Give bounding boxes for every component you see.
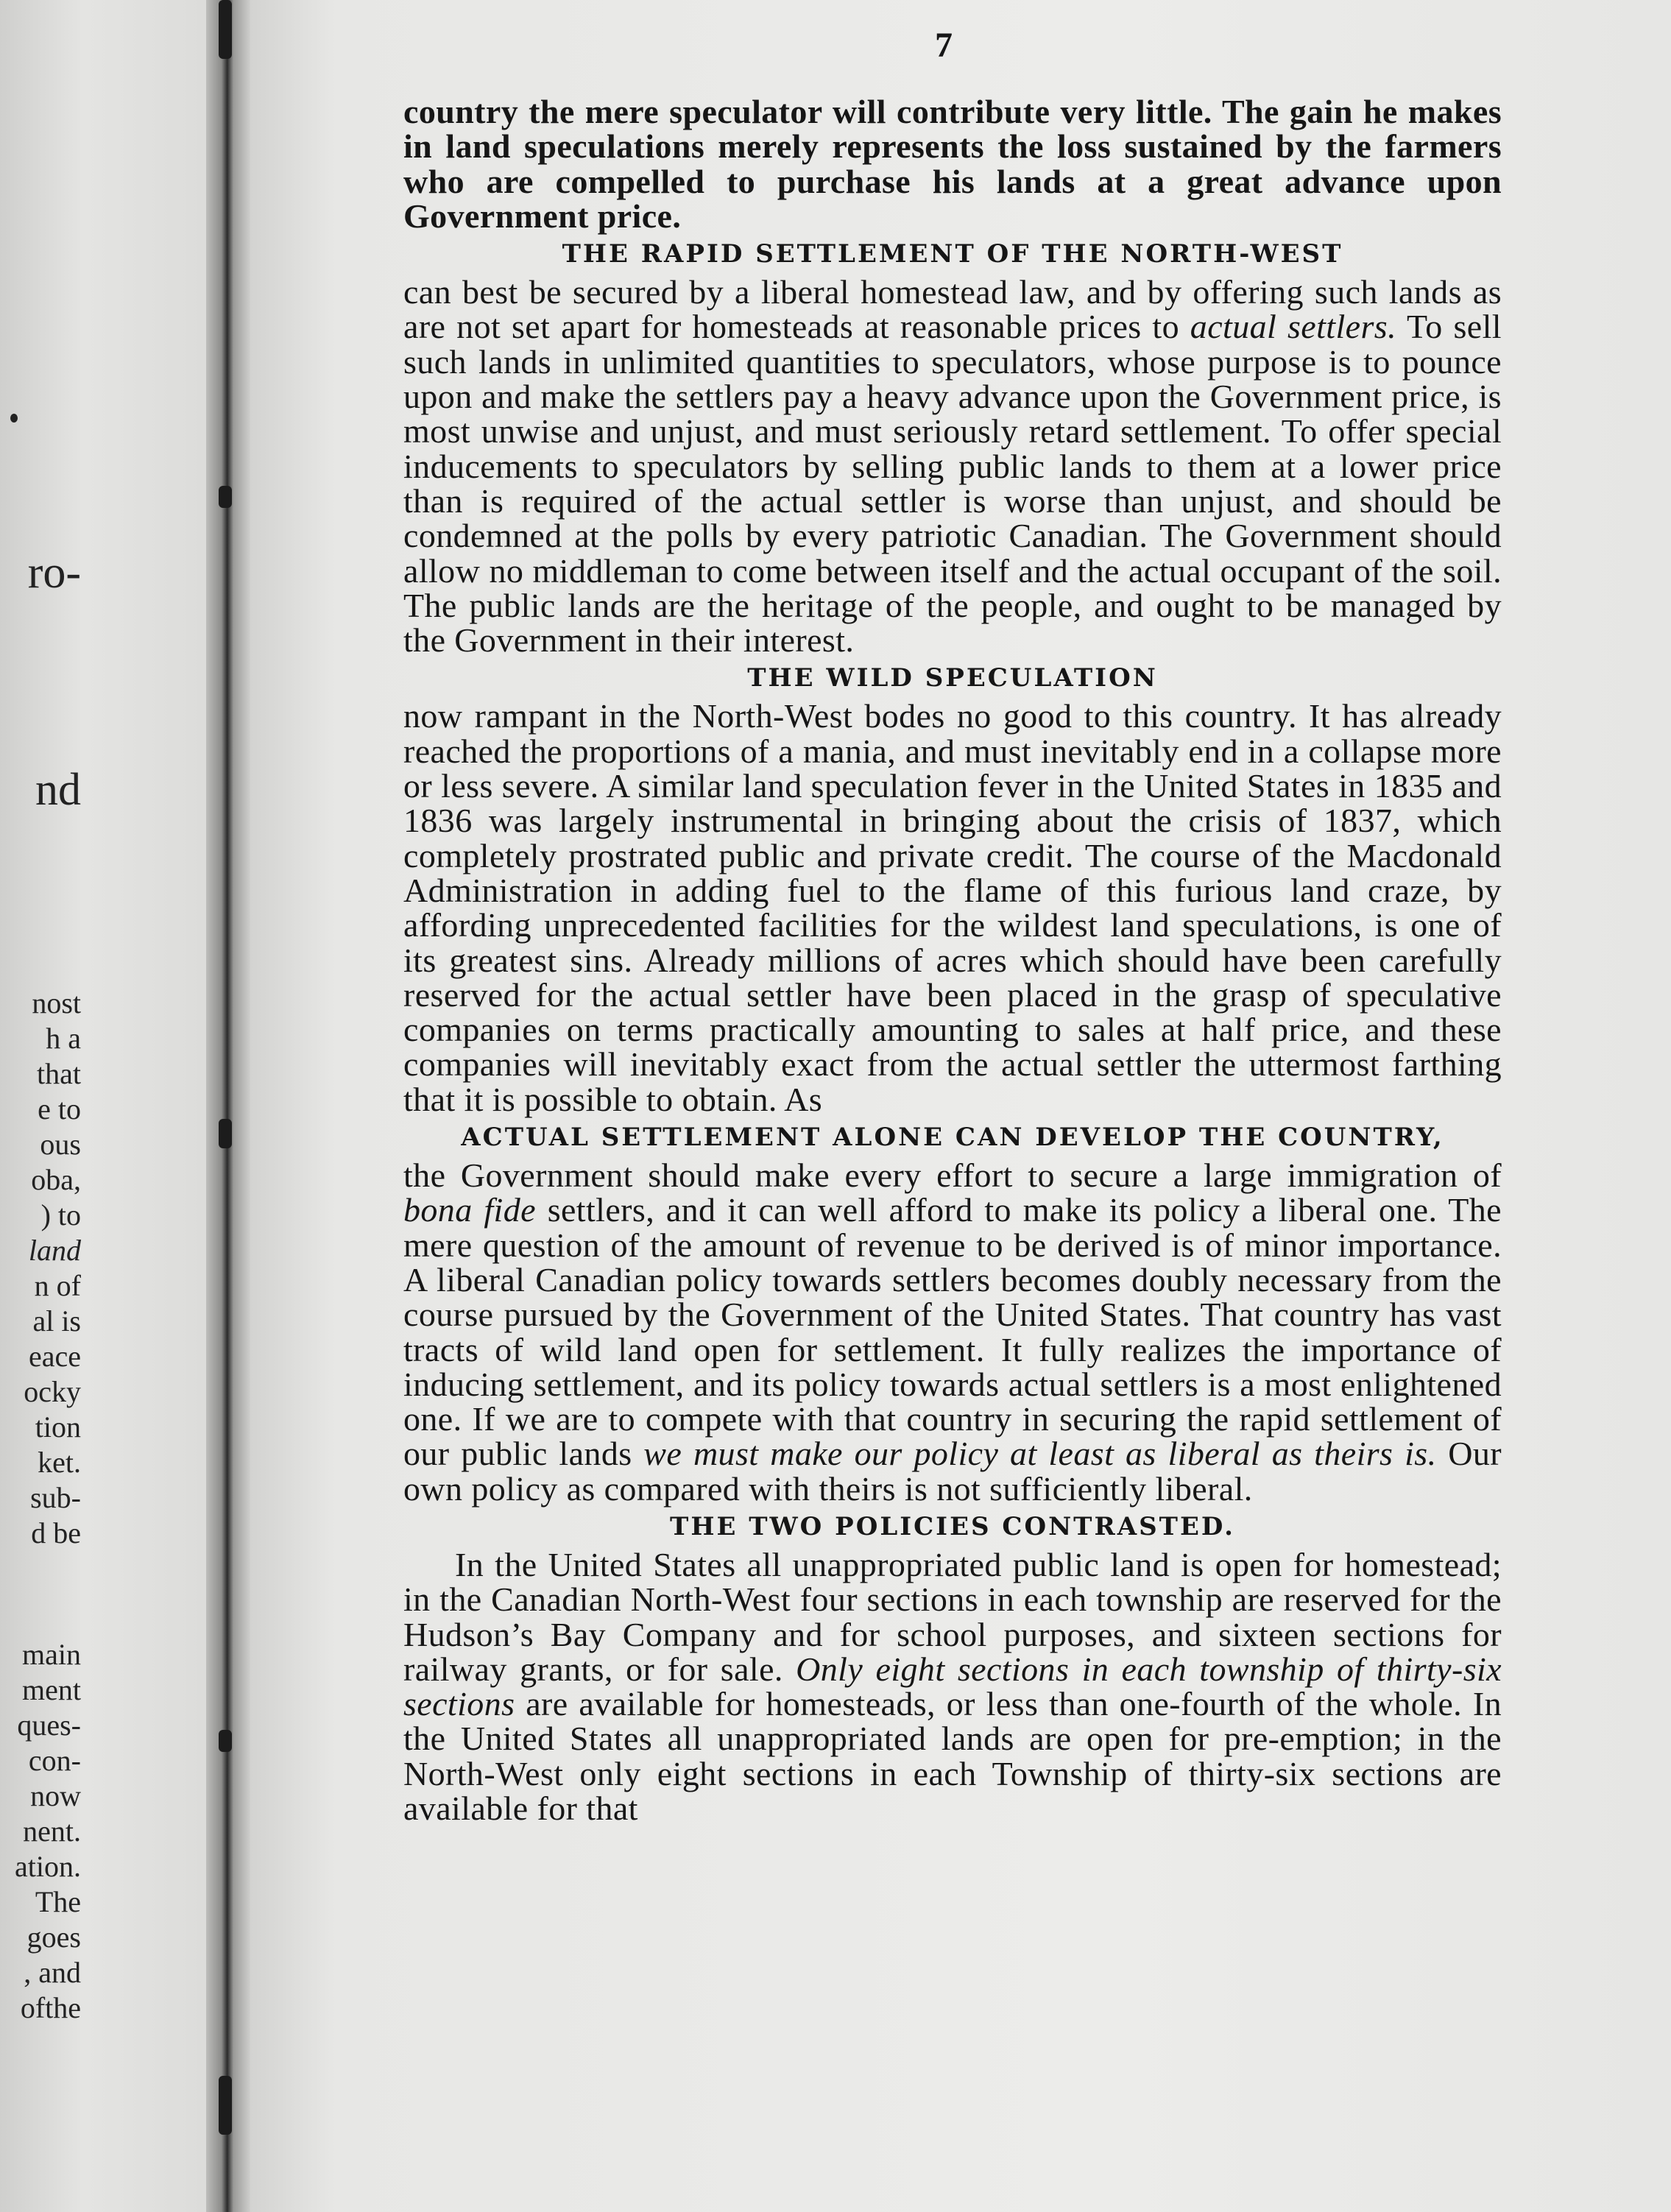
paragraph-text: In the United States all unappropriated public land is open for homestead; in the Canadian North-West four sections in each township are reserved for the Hudson’s Bay Company and for school purposes, and sixteen sections for railway grants, or for sale. (403, 1545, 1502, 1688)
paragraph-3 (403, 699, 1502, 1117)
facing-page (0, 0, 206, 2212)
fragment-line: ment (22, 1673, 81, 1706)
facing-page-text (0, 0, 81, 2212)
fragment-line: land (28, 1234, 81, 1267)
fragment-line: n of (34, 1269, 81, 1302)
emphasis-text: bona fide (403, 1191, 536, 1229)
page-number: 7 (935, 26, 953, 65)
fragment-line: oba, (31, 1163, 81, 1196)
section-heading-two-policies: THE TWO POLICIES CONTRASTED. (670, 1511, 1235, 1541)
binding-thread (219, 1730, 232, 1752)
paragraph-text: country the mere speculator will contribute very little. The gain he makes in land speculations merely represents the loss sustained by the farmers who are compelled to purchase his lands at a great advance upon Government price. (403, 93, 1502, 235)
fragment-line: eace (28, 1340, 81, 1373)
fragment-line: ofthe (20, 1991, 81, 2024)
binding-thread (219, 1119, 232, 1148)
paragraph-5 (403, 1547, 1502, 1826)
fragment-line: con- (28, 1744, 81, 1777)
emphasis-text: we must make our policy at least as liberal as theirs is. (643, 1435, 1437, 1473)
paragraph-text: now rampant in the North-West bodes no good to this country. It has already reached the proportions of a mania, and must inevitably end in a collapse more or less severe. A similar land speculation fever in the United States in 1835 and 1836 was largely instrumental in bringing about the crisis of 1837, which completely prostrated public and private credit. The course of the Macdonald Administration in adding fuel to the flame of this furious land craze, by affording unprecedented facilities for the wildest land speculations, is one of its greatest sins. Already millions of acres which should have been carefully reserved for the actual settler have been placed in the grasp of speculative companies on terms practically amounting to sales at half price, and these companies will inevitably exact from the actual settler the uttermost farthing that it is possible to obtain. As (403, 697, 1502, 1118)
fragment-line: h a (46, 1022, 81, 1055)
fragment-line: nost (32, 986, 81, 1020)
paragraph-2 (403, 273, 1502, 660)
section-heading-rapid-settlement: THE RAPID SETTLEMENT OF THE NORTH-WEST (562, 239, 1343, 269)
fragment-line: that (37, 1057, 81, 1090)
paragraph-text: Our own policy as compared with theirs is not sufficiently liberal. (403, 1435, 1502, 1508)
paragraph-1 (403, 94, 1502, 233)
fragment-line: ation. (15, 1850, 81, 1883)
fragment-line: sub- (30, 1481, 81, 1514)
fragment-line: ocky (24, 1375, 81, 1408)
paragraph-text: settlers, and it can well afford to make its policy a liberal one. The mere question of the amount of revenue to be derived is of minor importance. A liberal Canadian policy towards settlers becomes doubly necessary from the course pursued by the Government of the United States. That country has vast tracts of wild land open for settlement. It fully realizes the importance of inducing settlement, and its policy towards actual settlers is a most enlightened one. If we are to compete with that country in securing the rapid settlement of our public lands (403, 1191, 1502, 1473)
section-heading-wild-speculation: THE WILD SPECULATION (747, 663, 1158, 693)
fragment-line: nd (35, 765, 81, 815)
binding-thread (219, 2076, 232, 2135)
paragraph-text: the Government should make every effort to secure a large immigration of (403, 1156, 1502, 1195)
fragment-line: e to (38, 1092, 81, 1126)
fragment-line: tion (35, 1410, 81, 1444)
section-heading-actual-settlement: ACTUAL SETTLEMENT ALONE CAN DEVELOP THE COUNTRY, (461, 1123, 1444, 1153)
fragment-line: ket. (38, 1446, 81, 1479)
paragraph-text: can best be secured by a liberal homestead law, and by offering such lands as are not set apart for homesteads at reasonable prices to (403, 273, 1502, 346)
binding-thread (219, 0, 232, 59)
fragment-line: ques- (17, 1709, 81, 1742)
fragment-line: main (22, 1638, 81, 1671)
book-gutter (206, 0, 250, 2212)
fragment-line: goes (27, 1921, 81, 1954)
fragment-line: now (30, 1779, 81, 1812)
fragment-line: The (35, 1885, 81, 1918)
paragraph-text: To sell such lands in unlimited quantities to speculators, whose purpose is to pounce upon and make the settlers pay a heavy advance upon the Government price, is most unwise and unjust, and must seriously retard settlement. To offer special inducements to speculators by selling public lands to them at a lower price than is required of the actual settler is worse than unjust, and should be condemned at the polls by every patriotic Canadian. The Government should allow no middleman to come between itself and the actual occupant of the soil. The public lands are the heritage of the people, and ought to be managed by the Government in their interest. (403, 308, 1502, 660)
fragment-line: ro- (27, 548, 81, 598)
emphasis-text: Only eight sections in each township of thirty-six sections (403, 1650, 1502, 1723)
fragment-line: d be (31, 1516, 81, 1550)
fragment-line: , and (24, 1956, 81, 1989)
fragment-line: ous (40, 1128, 81, 1161)
emphasis-text: actual settlers. (1190, 308, 1396, 346)
fragment-line: al is (32, 1304, 81, 1338)
paragraph-text: are available for homesteads, or less than one-fourth of the whole. In the United States all unappropriated lands are open for pre-emption; in the North-West only eight sections in each Township of thirty-six sections are available for that (403, 1685, 1502, 1828)
binding-thread (219, 486, 232, 508)
fragment-line: ) to (40, 1198, 81, 1232)
fragment-line: nent. (23, 1815, 81, 1848)
ink-spot (10, 414, 18, 423)
paragraph-4 (403, 1158, 1502, 1506)
page-body (403, 94, 1502, 1826)
